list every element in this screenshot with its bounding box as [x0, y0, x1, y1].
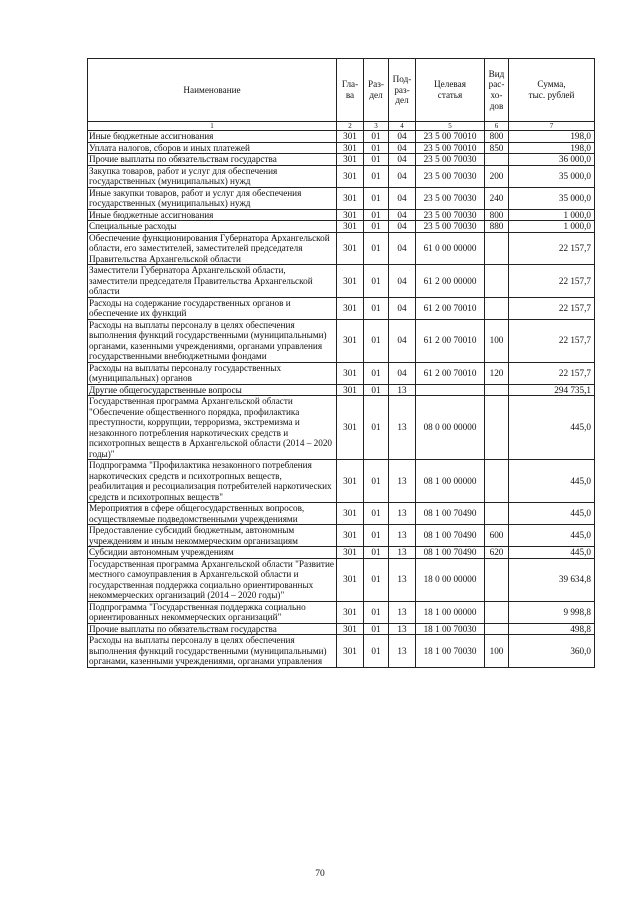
cell-article: 61 2 00 70010 [416, 362, 485, 384]
cell-name: Расходы на выплаты персоналу в целях обеспечения выполнения функций государственными (муниципальными) органами, казенными учреждениями, органами управления [88, 635, 337, 668]
cell-sum: 198,0 [509, 131, 595, 143]
cell-glava: 301 [337, 232, 364, 265]
cell-podrazdel: 04 [389, 265, 416, 298]
page-number: 70 [315, 869, 325, 879]
column-number-row [88, 122, 595, 131]
cell-name: Иные бюджетные ассигнования [88, 209, 337, 221]
cell-razdel: 01 [364, 623, 389, 635]
cell-glava: 301 [337, 142, 364, 154]
cell-razdel: 01 [364, 635, 389, 668]
cell-glava: 301 [337, 297, 364, 319]
cell-podrazdel: 04 [389, 319, 416, 362]
table-row [88, 525, 595, 547]
cell-name: Прочие выплаты по обязательствам государства [88, 623, 337, 635]
cell-razdel: 01 [364, 209, 389, 221]
cell-razdel: 01 [364, 154, 389, 166]
col-number: 2 [337, 122, 364, 131]
table-row [88, 396, 595, 460]
cell-podrazdel: 13 [389, 558, 416, 601]
cell-glava: 301 [337, 362, 364, 384]
cell-razdel: 01 [364, 232, 389, 265]
cell-sum: 198,0 [509, 142, 595, 154]
cell-name: Иные закупки товаров, работ и услуг для обеспечения государственных (муниципальных) нужд [88, 187, 337, 209]
col-header-sum: Сумма, тыс. рублей [509, 59, 595, 122]
cell-vid [485, 460, 509, 503]
cell-razdel: 01 [364, 601, 389, 623]
cell-glava: 301 [337, 319, 364, 362]
cell-vid: 120 [485, 362, 509, 384]
table-row [88, 221, 595, 233]
cell-podrazdel: 04 [389, 232, 416, 265]
cell-article: 08 1 00 70490 [416, 503, 485, 525]
cell-article: 18 1 00 70030 [416, 623, 485, 635]
table-row [88, 265, 595, 298]
cell-sum: 445,0 [509, 547, 595, 559]
table-row [88, 503, 595, 525]
cell-article: 23 5 00 70010 [416, 131, 485, 143]
cell-sum: 35 000,0 [509, 165, 595, 187]
cell-glava: 301 [337, 209, 364, 221]
table-row [88, 232, 595, 265]
cell-name: Прочие выплаты по обязательствам государства [88, 154, 337, 166]
cell-name: Мероприятия в сфере общегосударственных вопросов, осуществляемые подведомственными учреждениями [88, 503, 337, 525]
header-row [88, 59, 595, 122]
cell-vid: 800 [485, 131, 509, 143]
table-row [88, 131, 595, 143]
cell-sum: 22 157,7 [509, 362, 595, 384]
cell-podrazdel: 04 [389, 165, 416, 187]
cell-razdel: 01 [364, 265, 389, 298]
cell-sum: 9 998,8 [509, 601, 595, 623]
col-number: 7 [509, 122, 595, 131]
cell-glava: 301 [337, 503, 364, 525]
cell-sum: 22 157,7 [509, 297, 595, 319]
cell-podrazdel: 04 [389, 187, 416, 209]
cell-glava: 301 [337, 601, 364, 623]
cell-razdel: 01 [364, 396, 389, 460]
cell-name: Специальные расходы [88, 221, 337, 233]
cell-podrazdel: 04 [389, 221, 416, 233]
cell-sum: 445,0 [509, 460, 595, 503]
cell-name: Подпрограмма "Профилактика незаконного потребления наркотических средств и психотропных веществ, реабилитация и ресоциализация потребителей наркотических средств и психотропных веществ" [88, 460, 337, 503]
cell-article: 23 5 00 70030 [416, 221, 485, 233]
cell-glava: 301 [337, 384, 364, 396]
cell-vid: 800 [485, 209, 509, 221]
col-number: 6 [485, 122, 509, 131]
cell-name: Подпрограмма "Государственная поддержка социально ориентированных некоммерческих организаций" [88, 601, 337, 623]
cell-podrazdel: 13 [389, 547, 416, 559]
cell-podrazdel: 04 [389, 209, 416, 221]
cell-glava: 301 [337, 525, 364, 547]
cell-article: 23 5 00 70030 [416, 187, 485, 209]
cell-vid [485, 623, 509, 635]
cell-vid: 880 [485, 221, 509, 233]
cell-vid [485, 232, 509, 265]
cell-glava: 301 [337, 460, 364, 503]
cell-razdel: 01 [364, 221, 389, 233]
cell-podrazdel: 13 [389, 460, 416, 503]
cell-vid: 620 [485, 547, 509, 559]
cell-article [416, 384, 485, 396]
cell-podrazdel: 13 [389, 601, 416, 623]
table-row [88, 623, 595, 635]
cell-podrazdel: 13 [389, 623, 416, 635]
cell-razdel: 01 [364, 165, 389, 187]
cell-sum: 1 000,0 [509, 209, 595, 221]
cell-glava: 301 [337, 165, 364, 187]
cell-name: Расходы на выплаты персоналу в целях обеспечения выполнения функций государственными (муниципальными) органами, казенными учреждениями, органами управления государственными внебюджетными фондами [88, 319, 337, 362]
cell-glava: 301 [337, 265, 364, 298]
table-row [88, 635, 595, 668]
cell-article: 18 1 00 00000 [416, 601, 485, 623]
cell-vid: 600 [485, 525, 509, 547]
cell-podrazdel: 13 [389, 503, 416, 525]
cell-name: Закупка товаров, работ и услуг для обеспечения государственных (муниципальных) нужд [88, 165, 337, 187]
cell-razdel: 01 [364, 142, 389, 154]
cell-sum: 445,0 [509, 503, 595, 525]
cell-name: Другие общегосударственные вопросы [88, 384, 337, 396]
cell-article: 18 1 00 70030 [416, 635, 485, 668]
cell-name: Расходы на содержание государственных органов и обеспечение их функций [88, 297, 337, 319]
cell-vid [485, 154, 509, 166]
cell-vid [485, 396, 509, 460]
cell-glava: 301 [337, 635, 364, 668]
cell-vid: 200 [485, 165, 509, 187]
cell-glava: 301 [337, 221, 364, 233]
cell-glava: 301 [337, 187, 364, 209]
table-row [88, 187, 595, 209]
table-row [88, 154, 595, 166]
cell-name: Государственная программа Архангельской области "Обеспечение общественного порядка, профилактика преступности, коррупции, терроризма, экстремизма и незаконного потребления наркотических средств и психотропных веществ в Архангельской области (2014 – 2020 годы)" [88, 396, 337, 460]
cell-sum: 22 157,7 [509, 265, 595, 298]
cell-name: Субсидии автономным учреждениям [88, 547, 337, 559]
cell-razdel: 01 [364, 460, 389, 503]
col-number: 1 [88, 122, 337, 131]
cell-glava: 301 [337, 623, 364, 635]
cell-sum: 22 157,7 [509, 232, 595, 265]
cell-razdel: 01 [364, 525, 389, 547]
cell-razdel: 01 [364, 547, 389, 559]
cell-sum: 22 157,7 [509, 319, 595, 362]
cell-podrazdel: 04 [389, 154, 416, 166]
cell-podrazdel: 13 [389, 384, 416, 396]
table-row [88, 558, 595, 601]
cell-article: 61 2 00 00000 [416, 265, 485, 298]
cell-sum: 36 000,0 [509, 154, 595, 166]
col-header-name: Наименование [88, 59, 337, 122]
cell-name: Обеспечение функционирования Губернатора Архангельской области, его заместителей, заместителей председателя Правительства Архангельской области [88, 232, 337, 265]
cell-glava: 301 [337, 558, 364, 601]
cell-vid: 240 [485, 187, 509, 209]
table-row [88, 460, 595, 503]
cell-name: Уплата налогов, сборов и иных платежей [88, 142, 337, 154]
table-row [88, 209, 595, 221]
cell-sum: 39 634,8 [509, 558, 595, 601]
cell-vid: 100 [485, 319, 509, 362]
col-header-vid: Вид рас- хо- дов [485, 59, 509, 122]
budget-table [87, 58, 595, 668]
col-number: 3 [364, 122, 389, 131]
cell-article: 08 0 00 00000 [416, 396, 485, 460]
cell-article: 61 0 00 00000 [416, 232, 485, 265]
cell-article: 08 1 00 00000 [416, 460, 485, 503]
cell-razdel: 01 [364, 384, 389, 396]
col-header-glava: Гла- ва [337, 59, 364, 122]
cell-glava: 301 [337, 396, 364, 460]
table-row [88, 165, 595, 187]
cell-article: 23 5 00 70030 [416, 165, 485, 187]
cell-name: Расходы на выплаты персоналу государственных (муниципальных) органов [88, 362, 337, 384]
table-row [88, 297, 595, 319]
col-header-article: Целевая статья [416, 59, 485, 122]
table-row [88, 547, 595, 559]
cell-vid [485, 601, 509, 623]
table-row [88, 601, 595, 623]
cell-sum: 35 000,0 [509, 187, 595, 209]
cell-glava: 301 [337, 154, 364, 166]
cell-sum: 445,0 [509, 525, 595, 547]
cell-vid [485, 503, 509, 525]
col-number: 5 [416, 122, 485, 131]
cell-podrazdel: 13 [389, 396, 416, 460]
col-number: 4 [389, 122, 416, 131]
budget-table-container [87, 58, 594, 668]
col-header-podrazdel: Под- раз- дел [389, 59, 416, 122]
cell-name: Иные бюджетные ассигнования [88, 131, 337, 143]
cell-article: 61 2 00 70010 [416, 297, 485, 319]
cell-article: 18 0 00 00000 [416, 558, 485, 601]
cell-glava: 301 [337, 131, 364, 143]
cell-sum: 360,0 [509, 635, 595, 668]
cell-glava: 301 [337, 547, 364, 559]
cell-podrazdel: 04 [389, 142, 416, 154]
table-body [88, 131, 595, 668]
cell-podrazdel: 04 [389, 131, 416, 143]
cell-razdel: 01 [364, 362, 389, 384]
cell-razdel: 01 [364, 503, 389, 525]
cell-razdel: 01 [364, 297, 389, 319]
cell-razdel: 01 [364, 187, 389, 209]
cell-podrazdel: 13 [389, 525, 416, 547]
cell-article: 08 1 00 70490 [416, 525, 485, 547]
cell-sum: 445,0 [509, 396, 595, 460]
table-row [88, 362, 595, 384]
cell-article: 61 2 00 70010 [416, 319, 485, 362]
cell-razdel: 01 [364, 319, 389, 362]
cell-vid [485, 558, 509, 601]
cell-name: Предоставление субсидий бюджетным, автономным учреждениям и иным некоммерческим организациям [88, 525, 337, 547]
cell-name: Заместители Губернатора Архангельской области, заместители председателя Правительства Архангельской области [88, 265, 337, 298]
table-row [88, 142, 595, 154]
cell-razdel: 01 [364, 558, 389, 601]
cell-article: 23 5 00 70010 [416, 142, 485, 154]
cell-article: 23 5 00 70030 [416, 209, 485, 221]
cell-sum: 1 000,0 [509, 221, 595, 233]
cell-vid [485, 384, 509, 396]
cell-vid: 100 [485, 635, 509, 668]
cell-sum: 498,8 [509, 623, 595, 635]
cell-article: 23 5 00 70030 [416, 154, 485, 166]
col-header-razdel: Раз- дел [364, 59, 389, 122]
cell-sum: 294 735,1 [509, 384, 595, 396]
cell-vid [485, 265, 509, 298]
cell-podrazdel: 13 [389, 635, 416, 668]
cell-podrazdel: 04 [389, 297, 416, 319]
cell-vid: 850 [485, 142, 509, 154]
cell-podrazdel: 04 [389, 362, 416, 384]
table-row [88, 384, 595, 396]
cell-name: Государственная программа Архангельской области "Развитие местного самоуправления в Архангельской области и государственная поддержка социально ориентированных некоммерческих организаций (2014 – 2020 годы)" [88, 558, 337, 601]
cell-article: 08 1 00 70490 [416, 547, 485, 559]
table-row [88, 319, 595, 362]
cell-vid [485, 297, 509, 319]
cell-razdel: 01 [364, 131, 389, 143]
